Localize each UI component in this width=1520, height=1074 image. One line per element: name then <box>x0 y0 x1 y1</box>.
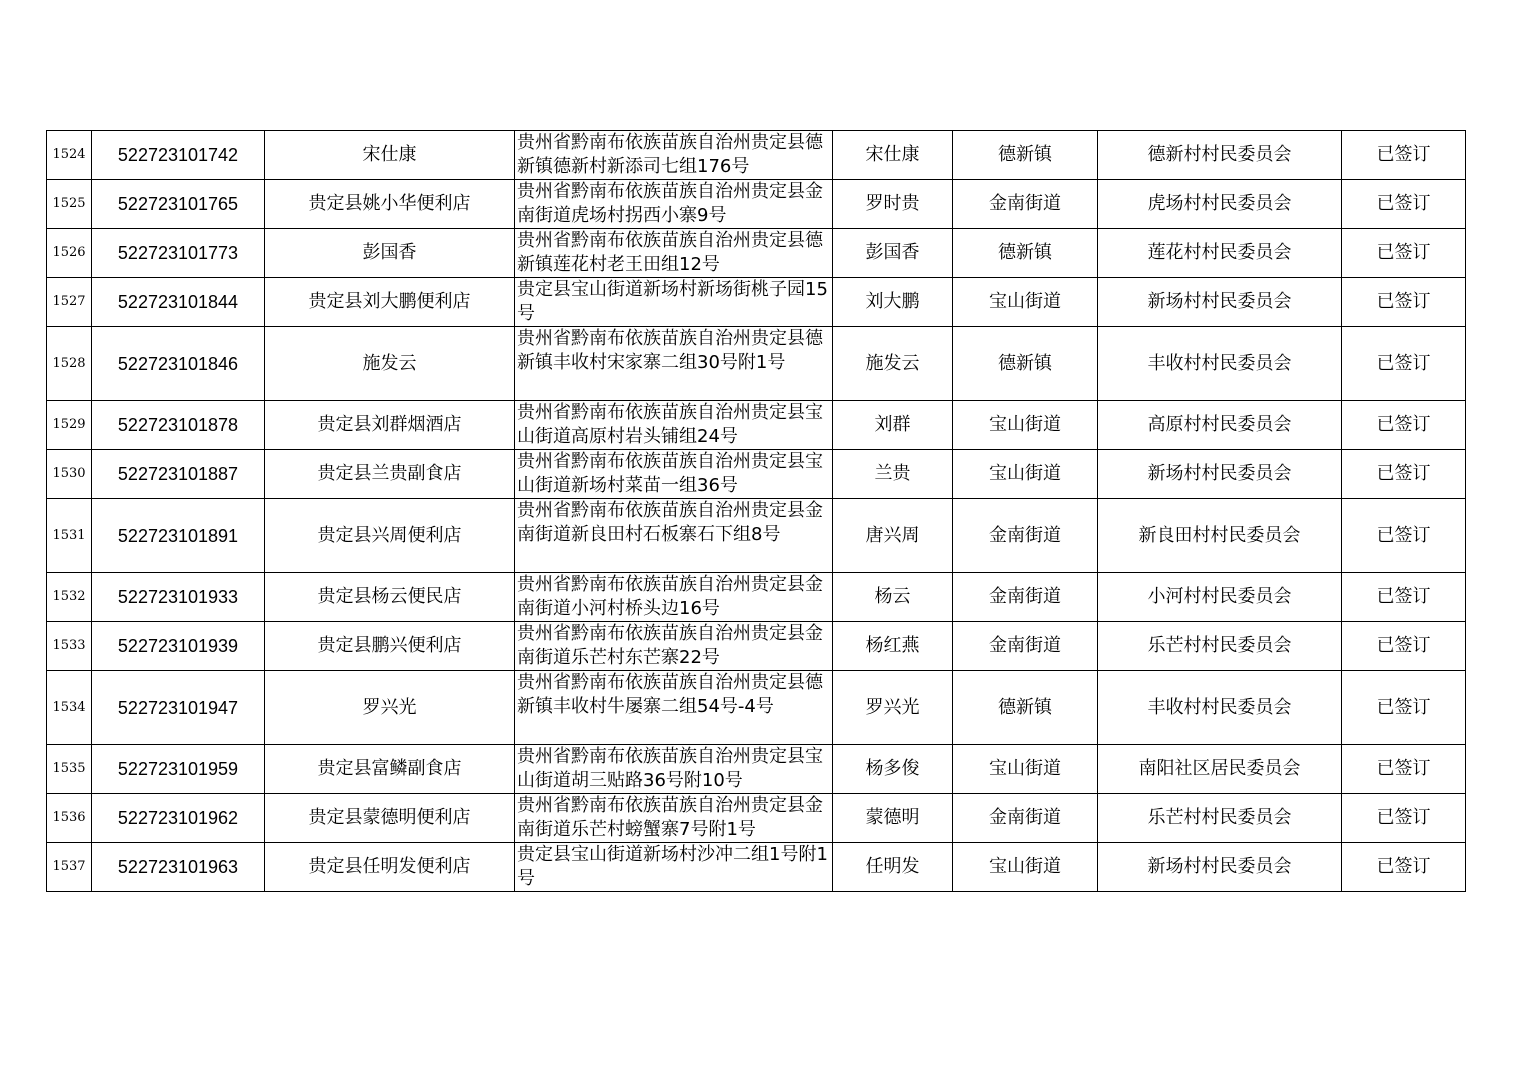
sign-status: 已签订 <box>1342 131 1466 180</box>
committee-name: 新场村村民委员会 <box>1098 278 1342 327</box>
sign-status: 已签订 <box>1342 622 1466 671</box>
table-row <box>47 843 1466 892</box>
table-row <box>47 745 1466 794</box>
committee-name: 乐芒村村民委员会 <box>1098 794 1342 843</box>
store-name: 贵定县任明发便利店 <box>265 843 515 892</box>
store-address: 贵州省黔南布依族苗族自治州贵定县德新镇莲花村老王田组12号 <box>515 229 833 278</box>
committee-name: 新场村村民委员会 <box>1098 450 1342 499</box>
town-name: 德新镇 <box>953 327 1098 401</box>
store-address: 贵州省黔南布依族苗族自治州贵定县宝山街道新场村菜苗一组36号 <box>515 450 833 499</box>
owner-name: 杨云 <box>833 573 953 622</box>
town-name: 金南街道 <box>953 622 1098 671</box>
owner-name: 唐兴周 <box>833 499 953 573</box>
committee-name: 乐芒村村民委员会 <box>1098 622 1342 671</box>
store-address: 贵州省黔南布依族苗族自治州贵定县宝山街道胡三贴路36号附10号 <box>515 745 833 794</box>
row-index: 1536 <box>47 794 92 843</box>
store-name: 宋仕康 <box>265 131 515 180</box>
committee-name: 南阳社区居民委员会 <box>1098 745 1342 794</box>
table-row <box>47 180 1466 229</box>
committee-name: 小河村村民委员会 <box>1098 573 1342 622</box>
sign-status: 已签订 <box>1342 180 1466 229</box>
sign-status: 已签订 <box>1342 278 1466 327</box>
store-address: 贵州省黔南布依族苗族自治州贵定县金南街道乐芒村东芒寨22号 <box>515 622 833 671</box>
row-index: 1531 <box>47 499 92 573</box>
town-name: 宝山街道 <box>953 450 1098 499</box>
sign-status: 已签订 <box>1342 401 1466 450</box>
table-row <box>47 622 1466 671</box>
table-row <box>47 131 1466 180</box>
town-name: 金南街道 <box>953 499 1098 573</box>
license-code: 522723101878 <box>92 401 265 450</box>
store-address: 贵州省黔南布依族苗族自治州贵定县金南街道小河村桥头边16号 <box>515 573 833 622</box>
sign-status: 已签订 <box>1342 671 1466 745</box>
license-code: 522723101844 <box>92 278 265 327</box>
table-row <box>47 327 1466 401</box>
sign-status: 已签订 <box>1342 843 1466 892</box>
row-index: 1526 <box>47 229 92 278</box>
committee-name: 新场村村民委员会 <box>1098 843 1342 892</box>
store-name: 贵定县蒙德明便利店 <box>265 794 515 843</box>
table-row <box>47 671 1466 745</box>
row-index: 1530 <box>47 450 92 499</box>
store-address: 贵州省黔南布依族苗族自治州贵定县德新镇丰收村牛屡寨二组54号-4号 <box>515 671 833 745</box>
license-code: 522723101891 <box>92 499 265 573</box>
store-table-body <box>47 131 1466 892</box>
license-code: 522723101933 <box>92 573 265 622</box>
store-name: 贵定县兰贵副食店 <box>265 450 515 499</box>
store-name: 贵定县杨云便民店 <box>265 573 515 622</box>
sign-status: 已签订 <box>1342 499 1466 573</box>
town-name: 宝山街道 <box>953 843 1098 892</box>
row-index: 1534 <box>47 671 92 745</box>
license-code: 522723101742 <box>92 131 265 180</box>
town-name: 宝山街道 <box>953 278 1098 327</box>
store-name: 彭国香 <box>265 229 515 278</box>
town-name: 德新镇 <box>953 229 1098 278</box>
store-name: 贵定县鹏兴便利店 <box>265 622 515 671</box>
license-code: 522723101962 <box>92 794 265 843</box>
town-name: 金南街道 <box>953 794 1098 843</box>
owner-name: 刘群 <box>833 401 953 450</box>
license-code: 522723101963 <box>92 843 265 892</box>
owner-name: 刘大鹏 <box>833 278 953 327</box>
store-name: 贵定县姚小华便利店 <box>265 180 515 229</box>
committee-name: 德新村村民委员会 <box>1098 131 1342 180</box>
committee-name: 虎场村村民委员会 <box>1098 180 1342 229</box>
town-name: 金南街道 <box>953 573 1098 622</box>
table-row <box>47 499 1466 573</box>
license-code: 522723101846 <box>92 327 265 401</box>
owner-name: 蒙德明 <box>833 794 953 843</box>
row-index: 1525 <box>47 180 92 229</box>
sign-status: 已签订 <box>1342 745 1466 794</box>
table-row <box>47 229 1466 278</box>
store-address: 贵州省黔南布依族苗族自治州贵定县德新镇德新村新添司七组176号 <box>515 131 833 180</box>
owner-name: 彭国香 <box>833 229 953 278</box>
table-row <box>47 278 1466 327</box>
license-code: 522723101765 <box>92 180 265 229</box>
store-address: 贵定县宝山街道新场村沙冲二组1号附1号 <box>515 843 833 892</box>
owner-name: 杨多俊 <box>833 745 953 794</box>
committee-name: 莲花村村民委员会 <box>1098 229 1342 278</box>
store-address: 贵州省黔南布依族苗族自治州贵定县金南街道虎场村拐西小寨9号 <box>515 180 833 229</box>
committee-name: 高原村村民委员会 <box>1098 401 1342 450</box>
sign-status: 已签订 <box>1342 327 1466 401</box>
row-index: 1528 <box>47 327 92 401</box>
store-address: 贵定县宝山街道新场村新场街桃子园15号 <box>515 278 833 327</box>
committee-name: 丰收村村民委员会 <box>1098 671 1342 745</box>
license-code: 522723101947 <box>92 671 265 745</box>
store-name: 贵定县富鳞副食店 <box>265 745 515 794</box>
row-index: 1535 <box>47 745 92 794</box>
store-name: 贵定县兴周便利店 <box>265 499 515 573</box>
sign-status: 已签订 <box>1342 229 1466 278</box>
license-code: 522723101773 <box>92 229 265 278</box>
table-row <box>47 794 1466 843</box>
row-index: 1533 <box>47 622 92 671</box>
store-address: 贵州省黔南布依族苗族自治州贵定县德新镇丰收村宋家寨二组30号附1号 <box>515 327 833 401</box>
store-address: 贵州省黔南布依族苗族自治州贵定县金南街道新良田村石板寨石下组8号 <box>515 499 833 573</box>
town-name: 宝山街道 <box>953 745 1098 794</box>
table-row <box>47 573 1466 622</box>
table-row <box>47 450 1466 499</box>
row-index: 1527 <box>47 278 92 327</box>
store-name: 贵定县刘群烟酒店 <box>265 401 515 450</box>
town-name: 德新镇 <box>953 131 1098 180</box>
row-index: 1524 <box>47 131 92 180</box>
row-index: 1532 <box>47 573 92 622</box>
owner-name: 宋仕康 <box>833 131 953 180</box>
license-code: 522723101959 <box>92 745 265 794</box>
sign-status: 已签订 <box>1342 573 1466 622</box>
committee-name: 丰收村村民委员会 <box>1098 327 1342 401</box>
owner-name: 罗兴光 <box>833 671 953 745</box>
sign-status: 已签订 <box>1342 794 1466 843</box>
owner-name: 兰贵 <box>833 450 953 499</box>
license-code: 522723101939 <box>92 622 265 671</box>
town-name: 宝山街道 <box>953 401 1098 450</box>
sign-status: 已签订 <box>1342 450 1466 499</box>
owner-name: 罗时贵 <box>833 180 953 229</box>
row-index: 1529 <box>47 401 92 450</box>
committee-name: 新良田村村民委员会 <box>1098 499 1342 573</box>
table-row <box>47 401 1466 450</box>
store-name: 罗兴光 <box>265 671 515 745</box>
store-name: 贵定县刘大鹏便利店 <box>265 278 515 327</box>
row-index: 1537 <box>47 843 92 892</box>
owner-name: 任明发 <box>833 843 953 892</box>
store-address: 贵州省黔南布依族苗族自治州贵定县金南街道乐芒村螃蟹寨7号附1号 <box>515 794 833 843</box>
store-name: 施发云 <box>265 327 515 401</box>
town-name: 金南街道 <box>953 180 1098 229</box>
store-address: 贵州省黔南布依族苗族自治州贵定县宝山街道高原村岩头铺组24号 <box>515 401 833 450</box>
town-name: 德新镇 <box>953 671 1098 745</box>
owner-name: 杨红燕 <box>833 622 953 671</box>
owner-name: 施发云 <box>833 327 953 401</box>
store-table <box>46 130 1466 892</box>
license-code: 522723101887 <box>92 450 265 499</box>
